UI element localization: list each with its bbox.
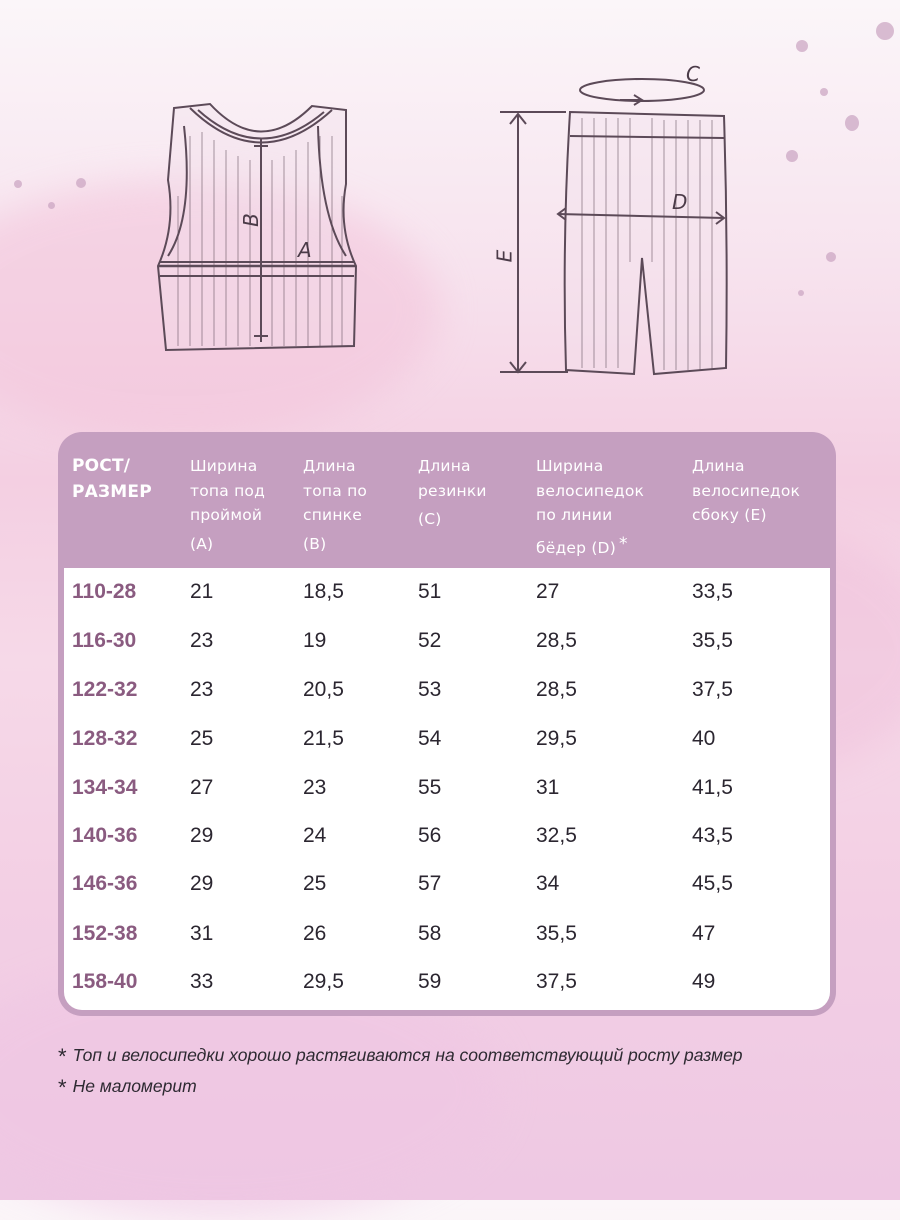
value-cell: 18,5 bbox=[303, 580, 344, 603]
footnote-star: * bbox=[58, 1044, 67, 1069]
value-cell: 58 bbox=[418, 922, 442, 945]
value-cell: 33 bbox=[190, 970, 214, 993]
value-cell: 34 bbox=[536, 872, 560, 895]
value-cell: 43,5 bbox=[692, 824, 733, 847]
table-row bbox=[64, 922, 830, 970]
value-cell: 29,5 bbox=[536, 727, 577, 750]
paint-dot bbox=[798, 290, 804, 296]
size-cell: 110-28 bbox=[72, 580, 137, 603]
value-cell: 59 bbox=[418, 970, 442, 993]
header-top-length: Длина топа по спинке (B) bbox=[303, 457, 368, 553]
bike-shorts-sketch bbox=[492, 62, 762, 382]
paint-dot bbox=[14, 180, 22, 188]
paint-dot bbox=[845, 115, 859, 131]
footnote-star: * bbox=[58, 1075, 67, 1100]
table-row bbox=[64, 580, 830, 628]
table-header bbox=[58, 432, 836, 568]
value-cell: 21 bbox=[190, 580, 214, 603]
paint-dot bbox=[786, 150, 798, 162]
value-cell: 23 bbox=[303, 776, 327, 799]
value-cell: 23 bbox=[190, 678, 214, 701]
value-cell: 51 bbox=[418, 580, 442, 603]
table-row bbox=[64, 970, 830, 1016]
label-a: A bbox=[298, 238, 312, 262]
value-cell: 33,5 bbox=[692, 580, 733, 603]
value-cell: 19 bbox=[303, 629, 327, 652]
value-cell: 20,5 bbox=[303, 678, 344, 701]
table-body bbox=[64, 568, 830, 1010]
table-row bbox=[64, 678, 830, 726]
size-cell: 146-36 bbox=[72, 872, 138, 895]
value-cell: 29 bbox=[190, 872, 214, 895]
value-cell: 25 bbox=[303, 872, 327, 895]
value-cell: 45,5 bbox=[692, 872, 733, 895]
header-elastic-length: Длина резинки (C) bbox=[418, 457, 487, 528]
asterisk-mark: * bbox=[618, 533, 628, 554]
header-shorts-side-length: Длина велосипедок сбоку (E) bbox=[692, 457, 801, 524]
value-cell: 53 bbox=[418, 678, 442, 701]
value-cell: 28,5 bbox=[536, 678, 577, 701]
value-cell: 27 bbox=[190, 776, 214, 799]
value-cell: 25 bbox=[190, 727, 214, 750]
value-cell: 28,5 bbox=[536, 629, 577, 652]
label-c: C bbox=[686, 62, 700, 86]
value-cell: 49 bbox=[692, 970, 716, 993]
crop-top-sketch bbox=[150, 96, 370, 358]
value-cell: 32,5 bbox=[536, 824, 577, 847]
size-cell: 128-32 bbox=[72, 727, 138, 750]
size-cell: 122-32 bbox=[72, 678, 138, 701]
size-cell: 116-30 bbox=[72, 629, 137, 652]
value-cell: 29 bbox=[190, 824, 214, 847]
value-cell: 29,5 bbox=[303, 970, 344, 993]
value-cell: 35,5 bbox=[536, 922, 577, 945]
paint-dot bbox=[48, 202, 55, 209]
value-cell: 23 bbox=[190, 629, 214, 652]
footnote-size: * Не маломерит bbox=[58, 1075, 197, 1100]
table-row bbox=[64, 776, 830, 824]
value-cell: 55 bbox=[418, 776, 442, 799]
header-shorts-hip-width: Ширина велосипедок по линии бёдер (D) * bbox=[536, 457, 645, 557]
value-cell: 27 bbox=[536, 580, 560, 603]
value-cell: 31 bbox=[190, 922, 214, 945]
label-d: D bbox=[672, 190, 688, 214]
paint-dot bbox=[820, 88, 828, 96]
size-cell: 152-38 bbox=[72, 922, 138, 945]
value-cell: 24 bbox=[303, 824, 327, 847]
paint-dot bbox=[76, 178, 86, 188]
table-row bbox=[64, 824, 830, 872]
value-cell: 54 bbox=[418, 727, 442, 750]
label-e: E bbox=[492, 249, 517, 263]
value-cell: 37,5 bbox=[692, 678, 733, 701]
value-cell: 47 bbox=[692, 922, 716, 945]
size-cell: 140-36 bbox=[72, 824, 138, 847]
size-cell: 158-40 bbox=[72, 970, 138, 993]
value-cell: 37,5 bbox=[536, 970, 577, 993]
value-cell: 40 bbox=[692, 727, 716, 750]
size-cell: 134-34 bbox=[72, 776, 138, 799]
paint-dot bbox=[876, 22, 894, 40]
size-table bbox=[58, 432, 836, 1016]
value-cell: 56 bbox=[418, 824, 442, 847]
value-cell: 31 bbox=[536, 776, 560, 799]
table-row bbox=[64, 629, 830, 677]
table-row bbox=[64, 727, 830, 775]
value-cell: 52 bbox=[418, 629, 442, 652]
paint-dot bbox=[796, 40, 808, 52]
footnote-stretch: * Топ и велосипедки хорошо растягиваются на соответствующий росту размер bbox=[58, 1044, 743, 1069]
header-top-width: Ширина топа под проймой (A) bbox=[190, 457, 266, 553]
label-b: B bbox=[238, 213, 263, 227]
value-cell: 21,5 bbox=[303, 727, 344, 750]
value-cell: 57 bbox=[418, 872, 442, 895]
value-cell: 35,5 bbox=[692, 629, 733, 652]
table-row bbox=[64, 872, 830, 920]
header-size: РОСТ/ РАЗМЕР bbox=[72, 456, 152, 502]
paint-dot bbox=[826, 252, 836, 262]
value-cell: 41,5 bbox=[692, 776, 733, 799]
value-cell: 26 bbox=[303, 922, 327, 945]
